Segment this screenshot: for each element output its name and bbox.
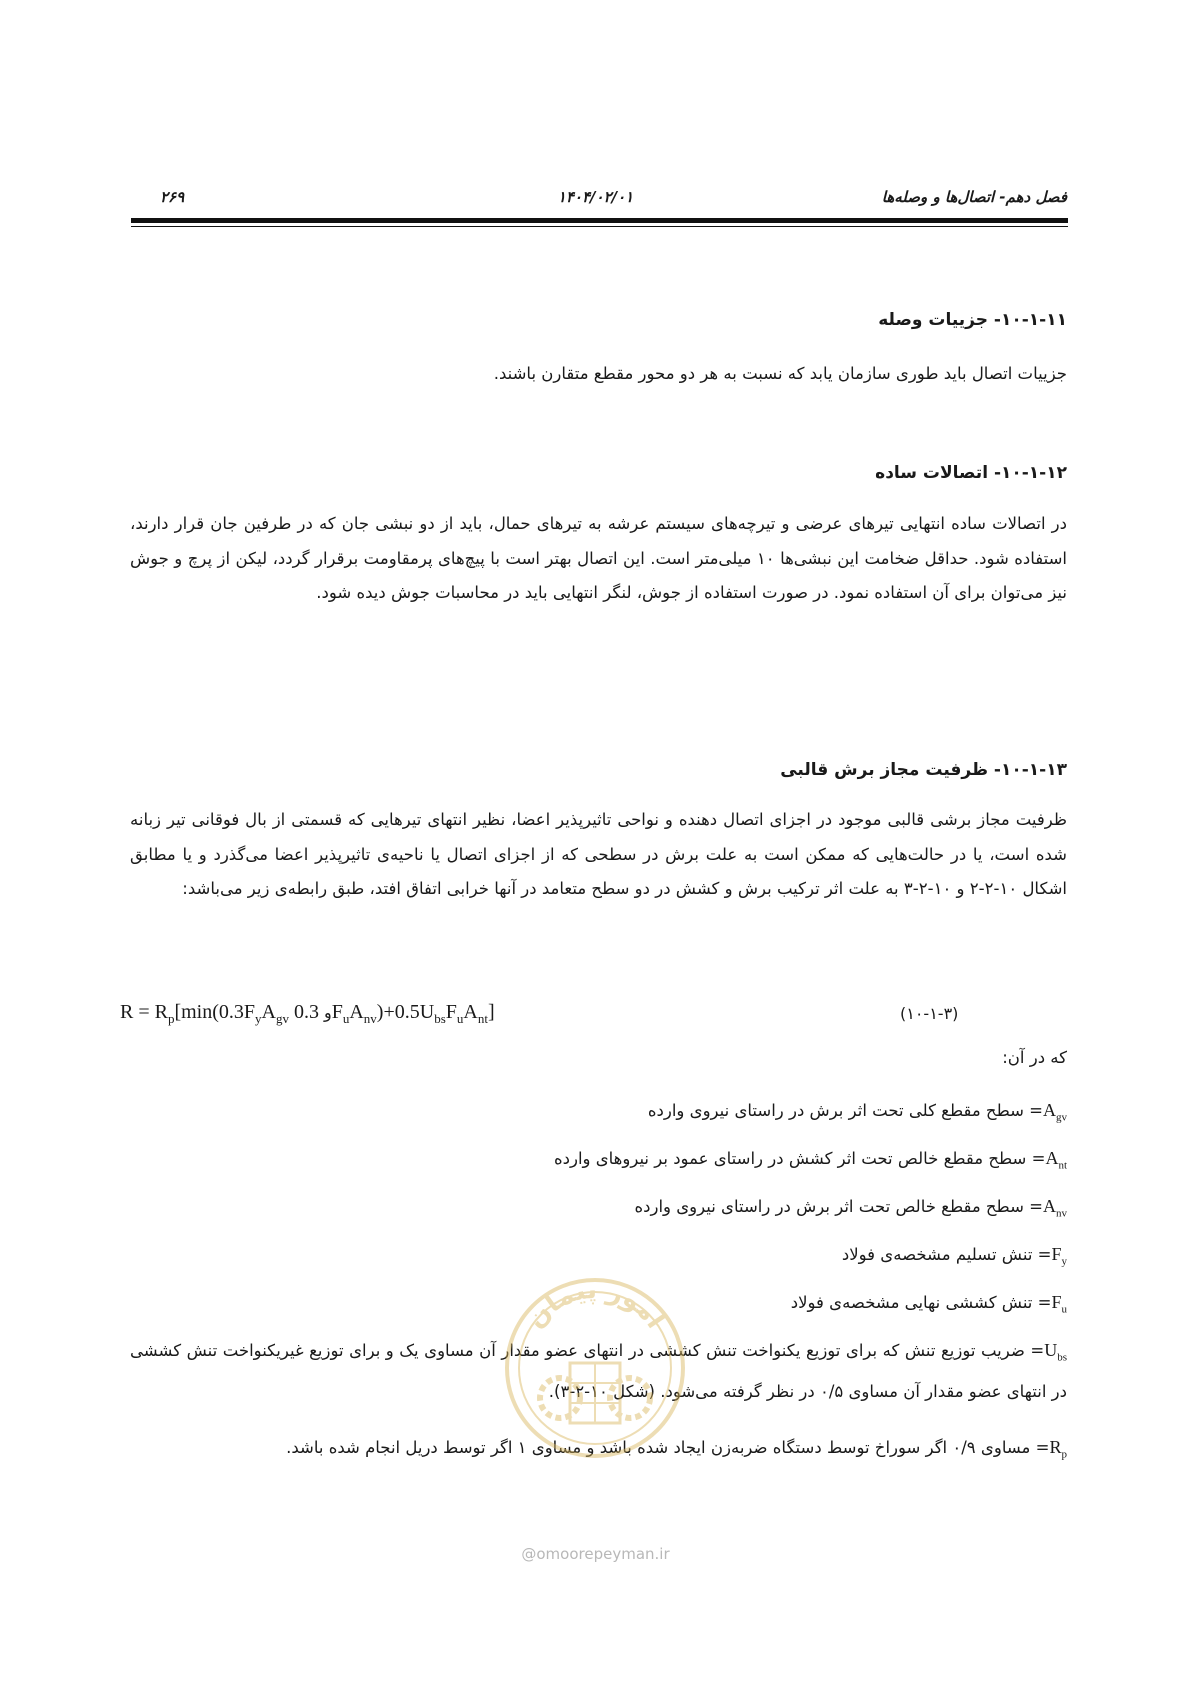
definition-anv: $A_{nv}=$ سطح مقطع خالص تحت اثر برش در راستای نیروی وارده	[634, 1196, 1067, 1220]
header-rule-thick	[131, 218, 1068, 223]
equation-number: (۱۰-۱-۳)	[900, 1004, 959, 1023]
splice-details-text: جزییات اتصال باید طوری سازمان یابد که نسبت به هر دو محور مقطع متقارن باشند.	[493, 364, 1067, 383]
block-shear-paragraph: ظرفیت مجاز برشی قالبی موجود در اجزای اتصال دهنده و نواحی تاثیرپذیر اعضا، نظیر انتهای تیرهایی که قسمتی از بال فوقانی تیر زبانه شده است، یا در حالت‌هایی که ممکن است به علت برش در سطحی که از اجزای اتصال یا ناحیه‌ی تاثیرپذیر اعضا می‌گذرد و یا مطابق اشکال ۱۰-۲-۲ و ۱۰-۲-۳ به علت اثر ترکیب برش و کشش در دو سطح متعامد در آنها خرابی اتفاق افتد، طبق رابطه‌ی زیر می‌باشد:	[130, 810, 1067, 899]
page-number: ۲۶۹	[160, 188, 185, 206]
definition-fu: $F_u=$ تنش کششی نهایی مشخصه‌ی فولاد	[790, 1292, 1067, 1316]
watermark-url: @omoorepeyman.ir	[521, 1545, 670, 1563]
revision-date: ۱۴۰۴/۰۲/۰۱	[557, 188, 634, 206]
where-label: که در آن:	[1002, 1048, 1067, 1067]
chapter-title: فصل دهم- اتصال‌ها و وصله‌ها	[881, 188, 1067, 206]
definition-ubs: $U_{bs}=$ ضریب توزیع تنش که برای توزیع یکنواخت تنش کششی در انتهای عضو مقدار آن مساوی یک و برای توزیع غیریکنواخت تنش کششی در انتهای عضو مقدار آن مساوی ۰/۵ در نظر گرفته می‌شود. (شکل ۱۰-۲-۳).	[130, 1340, 1067, 1402]
section-heading-simple-connections: ۱۰-۱-۱۲- اتصالات ساده	[875, 463, 1067, 483]
definition-ant: $A_{nt}=$ سطح مقطع خالص تحت اثر کشش در راستای عمود بر نیروهای وارده	[553, 1148, 1067, 1172]
definition-agv: $A_{gv}=$ سطح مقطع کلی تحت اثر برش در راستای نیروی وارده	[647, 1100, 1067, 1124]
header-rule-thin	[131, 226, 1068, 227]
svg-text:امور پیمان: امور پیمان	[520, 1274, 671, 1335]
block-shear-formula: $R = R_p[\min(0.3F_yA_{gv}$ و $0.3F_uA_{nv})+0.5U_{bs}F_uA_{nt}$]	[120, 1001, 495, 1026]
definition-fy: $F_y=$ تنش تسلیم مشخصه‌ی فولاد	[841, 1244, 1067, 1268]
watermark-seal	[500, 1268, 690, 1468]
simple-connections-paragraph: در اتصالات ساده انتهایی تیرهای عرضی و تیرچه‌های سیستم عرشه به تیرهای حمال، باید از دو نبشی جان که در طرفین جان قرار دارند، استفاده شود. حداقل ضخامت این نبشی‌ها ۱۰ میلی‌متر است. این اتصال بهتر است با پیچ‌های پرمقاومت برقرار گردد، لیکن از پرچ و جوش نیز می‌توان برای آن استفاده نمود. در صورت استفاده از جوش، لنگر انتهایی باید در محاسبات جوش دیده شود.	[130, 514, 1068, 603]
definition-rp: $R_p=$ مساوی ۰/۹ اگر سوراخ توسط دستگاه ضربه‌زن ایجاد شده باشد و مساوی ۱ اگر توسط دریل انجام شده باشد.	[286, 1437, 1067, 1461]
section-heading-splice-details: ۱۰-۱-۱۱- جزییات وصله	[878, 310, 1067, 330]
section-heading-block-shear: ۱۰-۱-۱۳- ظرفیت مجاز برش قالبی	[780, 760, 1067, 780]
